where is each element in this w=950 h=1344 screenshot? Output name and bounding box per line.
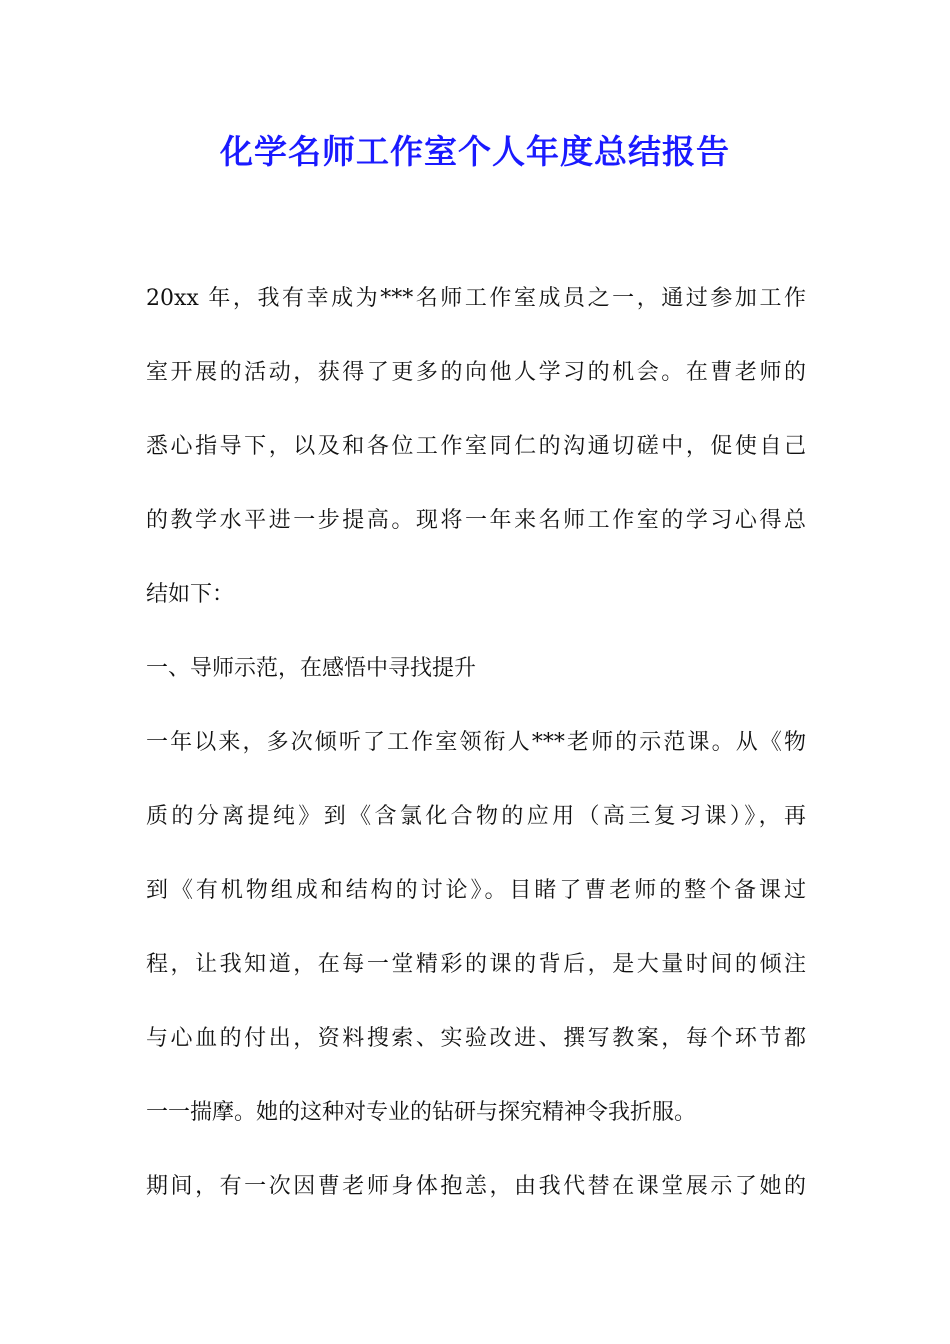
- text-line: 20xx 年，我有幸成为***名师工作室成员之一，通过参加工作: [146, 286, 806, 311]
- text-line: 质的分离提纯》到《含氯化合物的应用（高三复习课）》，再: [146, 804, 806, 829]
- text-line: 一一揣摩。她的这种对专业的钻研与探究精神令我折服。: [146, 1100, 697, 1125]
- text-line: 到《有机物组成和结构的讨论》。目睹了曹老师的整个备课过: [146, 878, 806, 903]
- text-line: 悉心指导下，以及和各位工作室同仁的沟通切磋中，促使自己: [146, 434, 806, 459]
- text-line: 一、导师示范，在感悟中寻找提升: [146, 656, 477, 681]
- text-line: 程，让我知道，在每一堂精彩的课的背后，是大量时间的倾注: [146, 952, 806, 977]
- text-line: 与心血的付出，资料搜索、实验改进、撰写教案，每个环节都: [146, 1026, 806, 1051]
- text-line: 室开展的活动，获得了更多的向他人学习的机会。在曹老师的: [146, 360, 806, 385]
- document-title: 化学名师工作室个人年度总结报告: [220, 132, 730, 171]
- text-line: 期间，有一次因曹老师身体抱恙，由我代替在课堂展示了她的: [146, 1174, 806, 1199]
- document-body: [146, 262, 806, 1224]
- text-line: 的教学水平进一步提高。现将一年来名师工作室的学习心得总: [146, 508, 806, 533]
- text-line: 结如下：: [146, 582, 235, 607]
- text-line: 一年以来，多次倾听了工作室领衔人***老师的示范课。从《物: [146, 730, 806, 755]
